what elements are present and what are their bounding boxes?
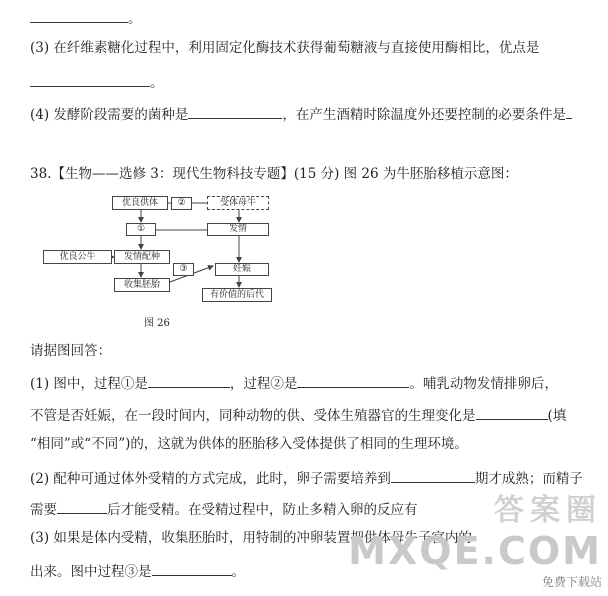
q4-part-a: (4) 发酵阶段需要的菌种是 — [30, 107, 189, 123]
step-2-box — [171, 197, 192, 210]
watermark-small: 免费下载站 — [541, 575, 602, 589]
answer-blank — [566, 106, 572, 119]
watermark-cn: 答案圈 — [494, 493, 602, 528]
q3-part-b: 。 — [231, 564, 245, 580]
figure-caption: 图 26 — [144, 318, 170, 329]
estrus-label: 发情 — [228, 224, 247, 234]
line-tail: 。 — [150, 75, 164, 91]
q1-part-b: ，过程②是 — [229, 376, 298, 392]
q1-line-2 — [30, 407, 566, 424]
q2-part-c: 需要 — [30, 502, 57, 518]
collect-embryo-label: 收集胚胎 — [123, 279, 160, 290]
step-1-box — [126, 223, 156, 236]
q4-part-b: ，在产生酒精时除温度外还要控制的必要条件是 — [282, 107, 566, 123]
question-38-heading: 38.【生物——选修 3：现代生物科技专题】(15 分) 图 26 为牛胚胎移植示意图： — [30, 166, 518, 182]
estrus-mating-box — [114, 250, 170, 264]
q1-part-a: (1) 图中，过程①是 — [30, 376, 148, 392]
recipient-cow-box — [207, 196, 269, 210]
watermark-latin: MXQE.COM — [348, 529, 602, 573]
answer-blank — [57, 501, 107, 514]
q3-part-a: 出来。图中过程③是 — [30, 564, 152, 580]
answer-blank — [152, 563, 232, 576]
question-4-text — [30, 106, 572, 123]
estrus-mating-label: 发情配种 — [123, 251, 160, 262]
line-tail: 。 — [128, 11, 142, 27]
answer-blank — [391, 470, 475, 483]
step-1-label: ① — [136, 224, 146, 234]
q2-part-a: (2) 配种可通过体外受精的方式完成，此时，卵子需要培养到 — [30, 471, 391, 487]
q1-line-1 — [30, 375, 558, 392]
pregnancy-box — [215, 263, 269, 276]
collect-embryo-box — [114, 278, 170, 292]
estrus-box — [207, 223, 269, 236]
recipient-cow-label: 受体母牛 — [219, 197, 256, 208]
bull-box — [43, 250, 112, 264]
offspring-box — [202, 288, 272, 302]
q3-line-1: (3) 如果是体内受精，收集胚胎时，用特制的冲卵装置把供体母牛子宫内的 — [30, 530, 472, 546]
answer-blank — [148, 375, 230, 388]
q2-part-d: 后才能受精。在受精过程中，防止多精入卵的反应有 — [107, 502, 418, 518]
bull-label: 优良公牛 — [59, 251, 96, 262]
q2-part-b: 期才成熟；而精子 — [474, 471, 583, 487]
answer-line-3 — [30, 74, 164, 91]
donor-female-box — [112, 196, 168, 210]
q1-part-d: 不管是否妊娠，在一段时间内，同种动物的供、受体生殖器官的生理变化是 — [30, 408, 476, 424]
answer-blank — [188, 106, 282, 119]
step-2-label: ② — [177, 198, 186, 208]
instruction-text: 请据图回答： — [30, 343, 111, 359]
q1-part-c: 。哺乳动物发情排卵后， — [409, 376, 558, 392]
pregnancy-label: 妊娠 — [232, 264, 251, 274]
question-3-text: (3) 在纤维素糖化过程中，利用固定化酶技术获得葡萄糖液与直接使用酶相比，优点是 — [30, 40, 540, 56]
step-3-box — [173, 263, 194, 276]
answer-blank — [30, 10, 128, 23]
answer-line-1 — [30, 10, 142, 27]
step-3-label: ③ — [179, 264, 188, 274]
q1-part-e: (填 — [547, 408, 567, 424]
watermark — [348, 485, 602, 590]
q1-line-3: “相同”或“不同”)的，这就为供体的胚胎移入受体提供了相同的生理环境。 — [30, 436, 468, 452]
donor-female-label: 优良供体 — [121, 197, 158, 208]
answer-blank — [30, 74, 150, 87]
embryo-transfer-diagram — [40, 190, 280, 330]
answer-blank — [476, 407, 548, 420]
q3-line-2 — [30, 563, 245, 580]
offspring-label: 有价值的后代 — [209, 289, 264, 300]
answer-blank — [297, 375, 409, 388]
